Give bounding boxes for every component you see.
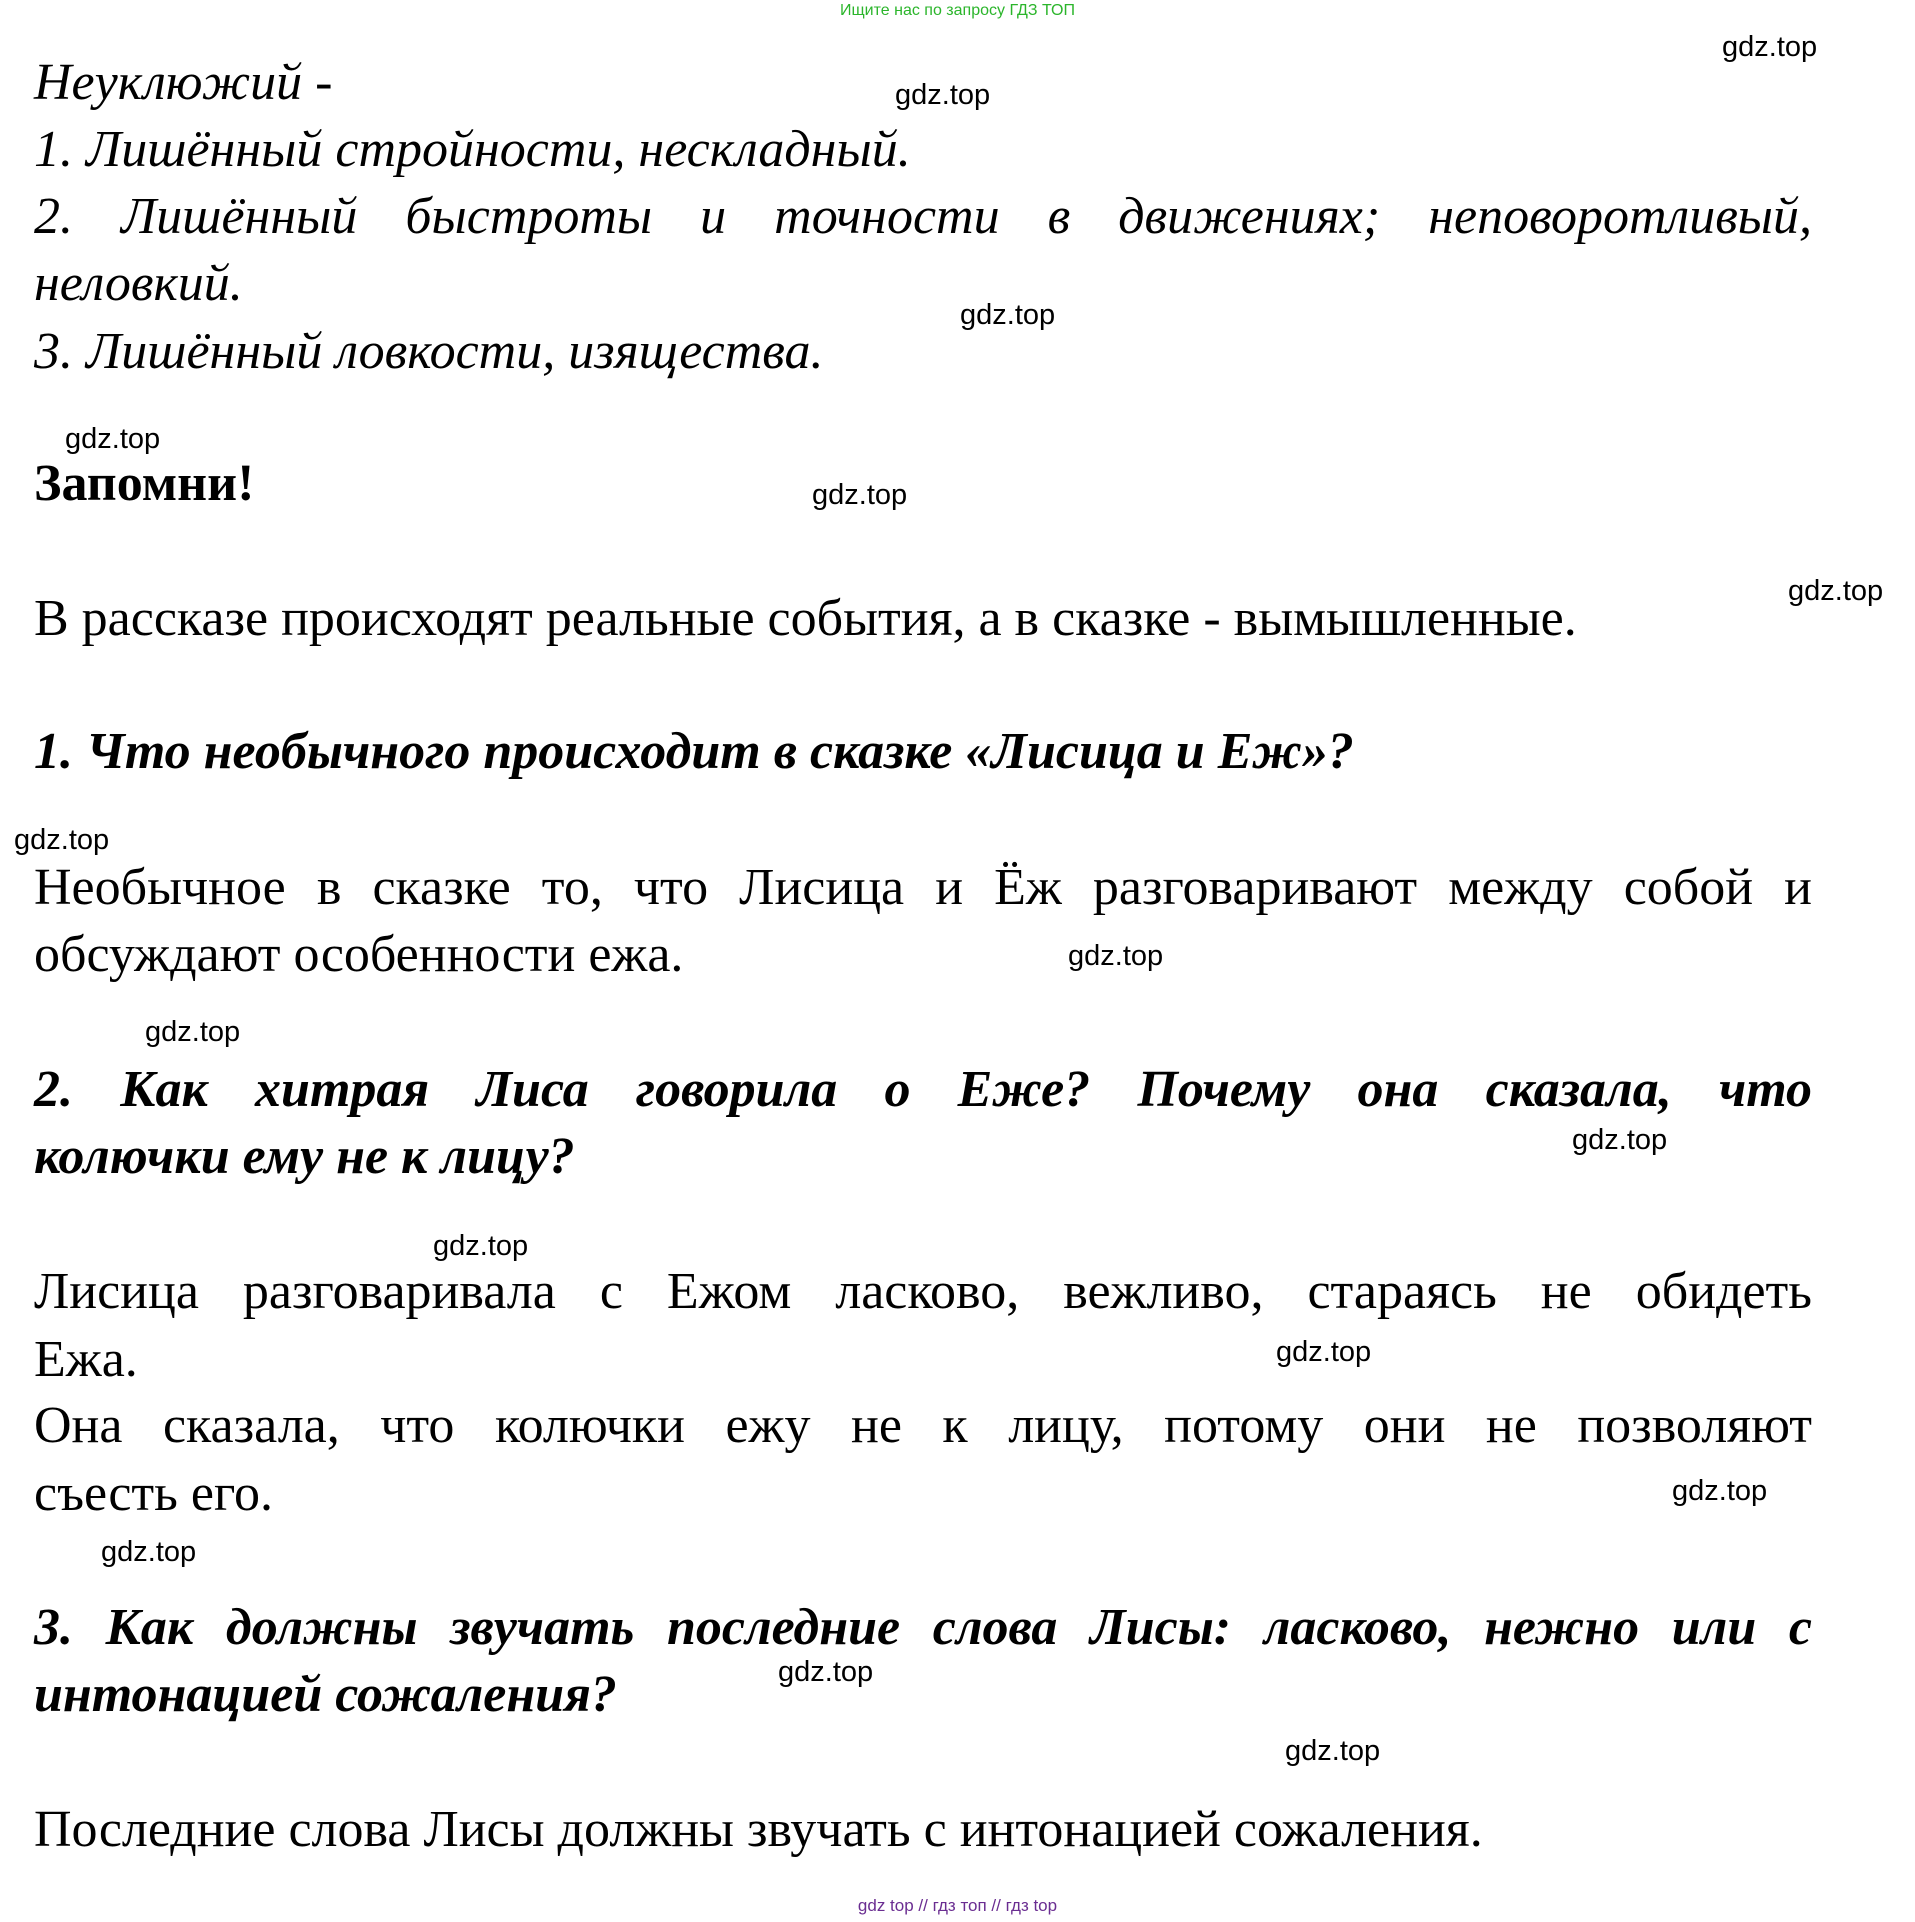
watermark: gdz.top xyxy=(960,299,1056,331)
search-banner: Ищите нас по запросу ГДЗ ТОП xyxy=(840,2,1075,19)
watermark: gdz.top xyxy=(778,1656,874,1688)
remember-title: Запомни! xyxy=(34,455,255,512)
watermark: gdz.top xyxy=(812,479,908,511)
watermark: gdz.top xyxy=(101,1536,197,1568)
watermark: gdz.top xyxy=(65,423,161,455)
answer-1-line-2: обсуждают особенности ежа. xyxy=(34,926,684,983)
watermark: gdz.top xyxy=(1672,1475,1768,1507)
answer-1-line-1: Необычное в сказке то, что Лисица и Ёж разговаривают между собой и xyxy=(34,859,1812,916)
question-2-line-2: колючки ему не к лицу? xyxy=(34,1128,575,1185)
answer-2-line-3: Она сказала, что колючки ежу не к лицу, потому они не позволяют xyxy=(34,1397,1812,1454)
question-1: 1. Что необычного происходит в сказке «Лисица и Еж»? xyxy=(34,723,1354,780)
definition-word: Неуклюжий - xyxy=(34,54,333,111)
watermark: gdz.top xyxy=(1722,31,1818,63)
watermark: gdz.top xyxy=(433,1230,529,1262)
answer-2-line-2: Ежа. xyxy=(34,1331,138,1388)
answer-2-line-4: съесть его. xyxy=(34,1465,273,1522)
watermark: gdz.top xyxy=(1068,940,1164,972)
watermark: gdz.top xyxy=(895,79,991,111)
definition-meaning-2-line-1: 2. Лишённый быстроты и точности в движениях; неповоротливый, xyxy=(34,188,1812,245)
question-3-line-2: интонацией сожаления? xyxy=(34,1666,617,1723)
watermark: gdz.top xyxy=(1788,575,1884,607)
answer-2-line-1: Лисица разговаривала с Ежом ласково, вежливо, стараясь не обидеть xyxy=(34,1263,1812,1320)
question-2-line-1: 2. Как хитрая Лиса говорила о Еже? Почему она сказала, что xyxy=(34,1061,1812,1118)
footer-links: gdz top // гдз топ // гдз top xyxy=(857,1896,1058,1915)
watermark: gdz.top xyxy=(1276,1336,1372,1368)
definition-meaning-2-line-2: неловкий. xyxy=(34,255,243,312)
watermark: gdz.top xyxy=(14,824,110,856)
definition-meaning-1: 1. Лишённый стройности, нескладный. xyxy=(34,121,911,178)
answer-3-line-1: Последние слова Лисы должны звучать с интонацией сожаления. xyxy=(34,1801,1483,1858)
watermark: gdz.top xyxy=(145,1016,241,1048)
remember-text: В рассказе происходят реальные события, а в сказке - вымышленные. xyxy=(34,590,1577,647)
question-3-line-1: 3. Как должны звучать последние слова Лисы: ласково, нежно или с xyxy=(34,1599,1812,1656)
watermark: gdz.top xyxy=(1572,1124,1668,1156)
definition-meaning-3: 3. Лишённый ловкости, изящества. xyxy=(34,323,824,380)
watermark: gdz.top xyxy=(1285,1735,1381,1767)
